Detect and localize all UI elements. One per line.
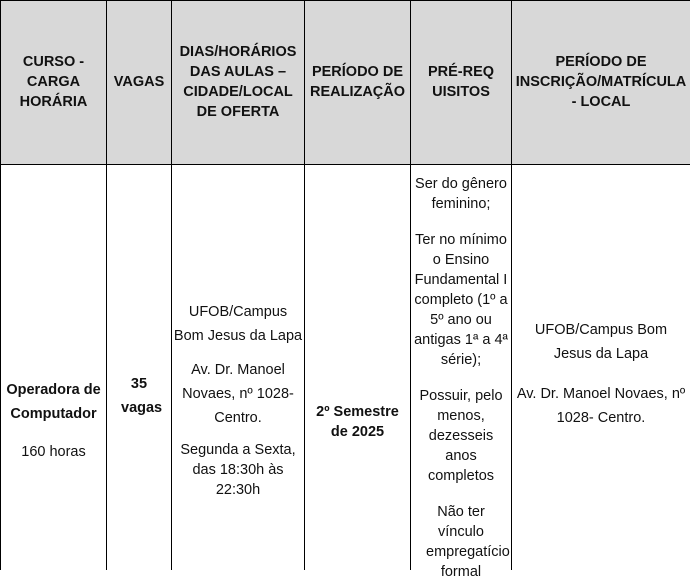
local-campus: UFOB/Campus Bom Jesus da Lapa: [173, 304, 303, 344]
carga-horaria: 160 horas: [21, 444, 86, 460]
prereq-item: Não ter vínculo empregatício formal: [426, 504, 510, 580]
inscricao-endereco: Av. Dr. Manoel Novaes, nº 1028- Centro.: [516, 386, 686, 426]
cell-inscricao: [512, 318, 690, 430]
header-inscricao: [512, 0, 690, 164]
horario: Segunda a Sexta, das 18:30h às 22:30h: [180, 442, 296, 498]
header-separator: [0, 164, 690, 165]
header-curso-text: CURSO - CARGA HORÁRIA: [19, 54, 88, 110]
header-vagas: [107, 0, 171, 164]
header-vagas-text: VAGAS: [113, 74, 165, 90]
cell-vagas: [107, 372, 171, 420]
cell-curso: [1, 378, 106, 462]
cell-periodo: [305, 402, 410, 442]
header-inscricao-text: PERÍODO DE INSCRIÇÃO/MATRÍCULA - LOCAL: [515, 54, 687, 110]
cell-dias: [172, 300, 304, 500]
endereco: Av. Dr. Manoel Novaes, nº 1028- Centro.: [182, 362, 294, 426]
header-curso: [1, 0, 106, 164]
col-border-left: [0, 0, 1, 570]
periodo-value: 2º Semestre de 2025: [316, 404, 399, 440]
vagas-value: 35 vagas: [121, 376, 163, 416]
header-periodo-text: PERÍODO DE REALIZAÇÃO: [309, 64, 406, 100]
curso-nome: Operadora de Computador: [6, 382, 101, 422]
table-border-top: [0, 0, 690, 1]
header-prereq-text: PRÉ-REQUISITOS: [427, 64, 495, 100]
col-border-5: [511, 0, 512, 570]
cell-prereq: [411, 174, 511, 582]
col-border-3: [304, 0, 305, 570]
col-border-1: [106, 0, 107, 570]
header-periodo: [305, 0, 410, 164]
header-prereq: [411, 0, 511, 164]
inscricao-local: UFOB/Campus Bom Jesus da Lapa: [534, 322, 668, 362]
prereq-item: Ser do gênero feminino;: [415, 176, 507, 212]
prereq-item: Possuir, pelo menos, dezesseis anos completos: [419, 388, 503, 484]
header-dias: [172, 0, 304, 164]
prereq-item: Ter no mínimo o Ensino Fundamental I completo (1º a 5º ano ou antigas 1ª a 4ª série);: [414, 232, 508, 368]
header-dias-text: DIAS/HORÁRIOS DAS AULAS – CIDADE/LOCAL DE OFERTA: [179, 44, 297, 120]
